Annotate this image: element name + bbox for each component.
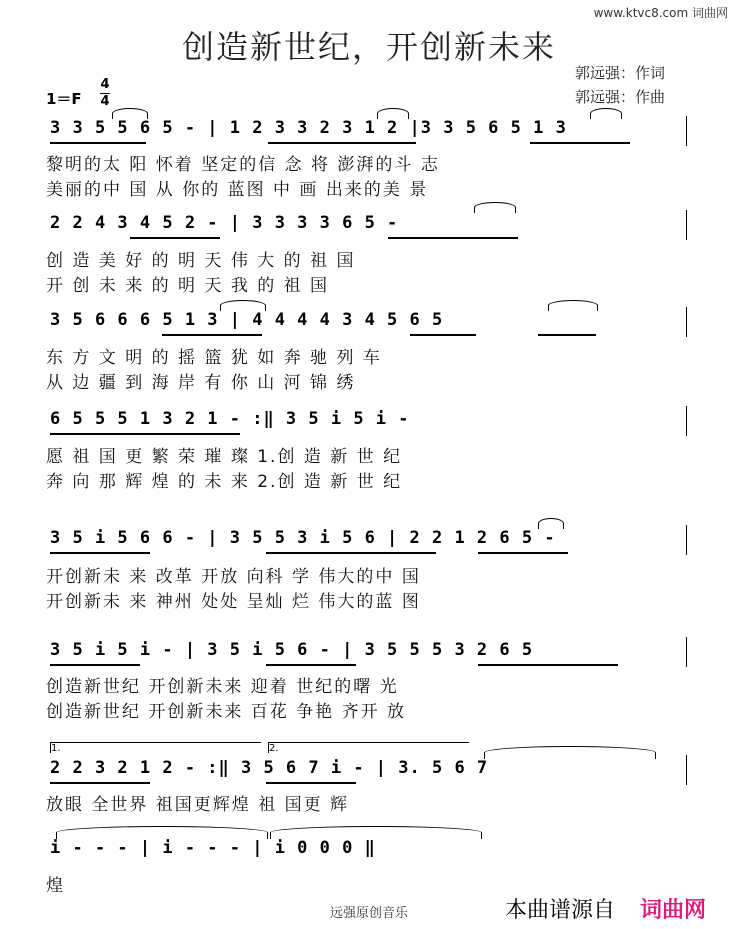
barline <box>686 525 687 555</box>
underline-beam <box>50 664 140 666</box>
underline-beam <box>130 237 220 239</box>
slur <box>590 108 622 119</box>
slur <box>112 108 148 119</box>
barline <box>686 637 687 667</box>
footer-brand-logo[interactable]: 词曲网 <box>640 898 707 923</box>
underline-beam <box>530 142 630 144</box>
underline-beam <box>50 142 146 144</box>
lyric-row-5-verse-1: 开创新未 来 改革 开放 向科 学 伟大的中 国 <box>46 567 421 587</box>
underline-beam <box>266 782 356 784</box>
barline <box>686 210 687 240</box>
lyric-row-4-verse-1: 愿 祖 国 更 繁 荣 璀 璨 1.创 造 新 世 纪 <box>46 447 403 467</box>
underline-beam <box>478 552 568 554</box>
lyricist-credit: 郭远强：作词 <box>575 64 666 82</box>
barline <box>686 755 687 785</box>
underline-beam <box>410 334 476 336</box>
barline <box>686 406 687 436</box>
volta-1-label: 1. <box>51 743 61 754</box>
underline-beam <box>50 433 240 435</box>
underline-beam <box>162 334 262 336</box>
slur <box>538 518 564 529</box>
notation-row-2: 2 2 4 3 4 5 2 - | 3 3 3 3 6 5 - <box>50 213 399 233</box>
lyric-row-2-verse-2: 开 创 未 来 的 明 天 我 的 祖 国 <box>46 276 330 296</box>
time-signature <box>100 78 110 109</box>
volta-2 <box>268 742 469 753</box>
slur <box>484 746 656 759</box>
notation-row-6: 3 5 i 5 i - | 3 5 i 5 6 - | 3 5 5 5 3 2 6 5 <box>50 640 534 660</box>
notation-row-4: 6 5 5 5 1 3 2 1 - :‖ 3 5 i 5 i - <box>50 409 410 429</box>
lyric-row-3-verse-2: 从 边 疆 到 海 岸 有 你 山 河 锦 绣 <box>46 373 356 393</box>
volta-2-label: 2. <box>269 743 279 754</box>
barline <box>686 307 687 337</box>
notation-row-8: i - - - | i - - - | i 0 0 0 ‖ <box>50 838 376 858</box>
lyric-row-8-verse-1: 煌 <box>46 876 65 896</box>
lyric-row-3-verse-1: 东 方 文 明 的 摇 篮 犹 如 奔 驰 列 车 <box>46 348 382 368</box>
song-title: 创造新世纪，开创新未来 <box>181 28 556 66</box>
notation-row-5: 3 5 i 5 6 6 - | 3 5 5 3 i 5 6 | 2 2 1 2 6 5 - <box>50 528 556 548</box>
composer-credit: 郭远强：作曲 <box>575 88 666 106</box>
site-watermark: www.ktvc8.com 词曲网 <box>593 6 728 20</box>
lyric-row-7-verse-1: 放眼 全世界 祖国更辉煌 祖 国更 辉 <box>46 795 350 815</box>
underline-beam <box>50 782 150 784</box>
barline <box>686 116 687 146</box>
underline-beam <box>478 664 618 666</box>
lyric-row-4-verse-2: 奔 向 那 辉 煌 的 未 来 2.创 造 新 世 纪 <box>46 472 403 492</box>
underline-beam <box>266 552 436 554</box>
lyric-row-2-verse-1: 创 造 美 好 的 明 天 伟 大 的 祖 国 <box>46 251 356 271</box>
notation-row-7: 2 2 3 2 1 2 - :‖ 3 5 6 7 i - | 3. 5 6 7 <box>50 758 489 778</box>
key-signature: 1＝F <box>46 90 82 108</box>
notation-row-1: 3 3 5 5 6 5 - | 1 2 3 3 2 3 1 2 |3 3 5 6 5 1 3 <box>50 118 567 138</box>
lyric-row-6-verse-1: 创造新世纪 开创新未来 迎着 世纪的曙 光 <box>46 677 399 697</box>
footer-source-label: 本曲谱源自 <box>505 898 616 923</box>
underline-beam <box>388 237 518 239</box>
underline-beam <box>538 334 596 336</box>
footer-publisher: 远强原创音乐 <box>330 906 409 921</box>
notation-row-3: 3 5 6 6 6 5 1 3 | 4 4 4 4 3 4 5 6 5 <box>50 310 444 330</box>
slur <box>474 202 516 213</box>
lyric-row-5-verse-2: 开创新未 来 神州 处处 呈灿 烂 伟大的蓝 图 <box>46 592 421 612</box>
lyric-row-1-verse-2: 美丽的中 国 从 你的 蓝图 中 画 出来的美 景 <box>46 180 429 200</box>
underline-beam <box>50 552 150 554</box>
lyric-row-1-verse-1: 黎明的太 阳 怀着 坚定的信 念 将 澎湃的斗 志 <box>46 155 440 175</box>
underline-beam <box>266 664 356 666</box>
slur <box>548 300 598 311</box>
slur <box>220 300 266 311</box>
slur <box>377 108 409 119</box>
lyric-row-6-verse-2: 创造新世纪 开创新未来 百花 争艳 齐开 放 <box>46 702 407 722</box>
time-signature-bottom: 4 <box>100 94 110 109</box>
volta-1 <box>50 742 261 753</box>
underline-beam <box>268 142 416 144</box>
time-signature-top: 4 <box>100 77 110 92</box>
